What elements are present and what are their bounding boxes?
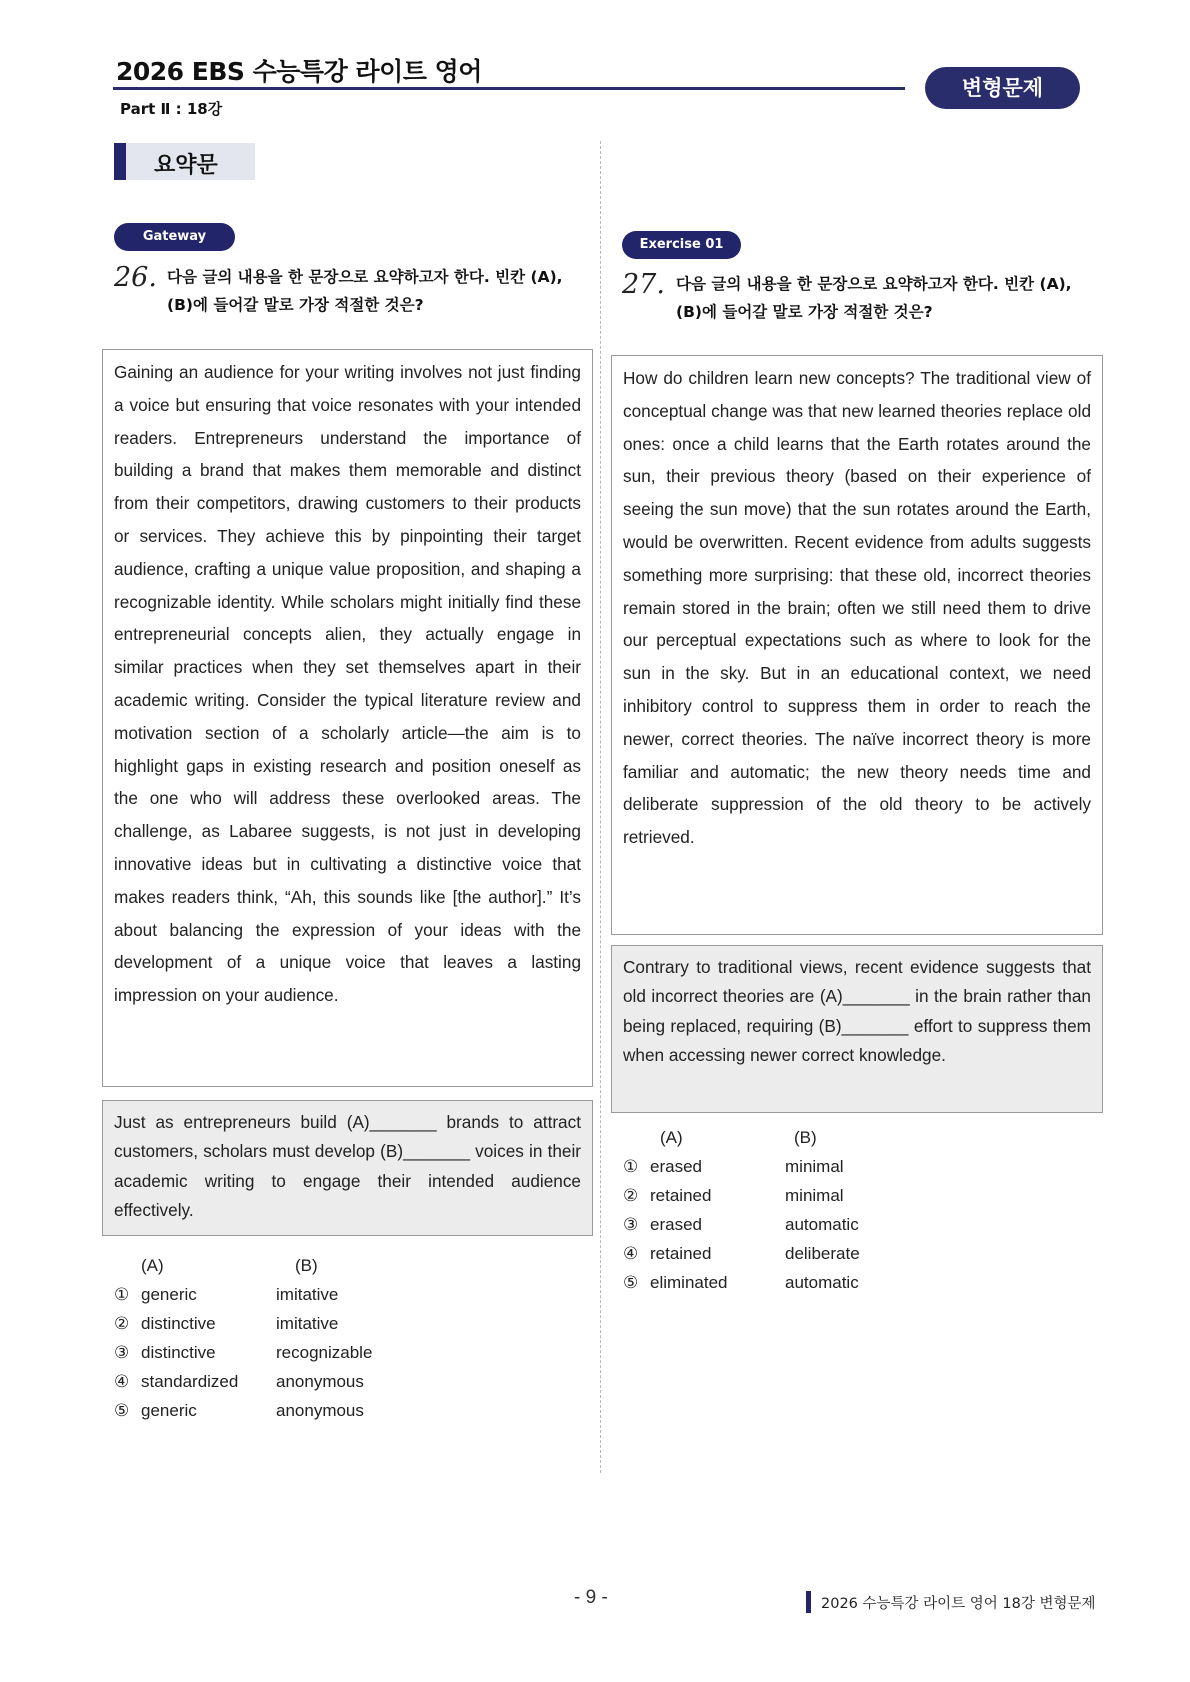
question-number: 27. bbox=[622, 269, 665, 300]
question-prompt-line1: 다음 글의 내용을 한 문장으로 요약하고자 한다. 빈칸 (A), bbox=[676, 275, 1072, 293]
choice-b: automatic bbox=[785, 1215, 859, 1234]
choice-a: standardized bbox=[141, 1372, 239, 1391]
choices-header-b: (B) bbox=[794, 1128, 817, 1147]
choice-a: distinctive bbox=[141, 1314, 216, 1333]
choice-option[interactable] bbox=[114, 1372, 414, 1401]
header-rule bbox=[113, 87, 905, 90]
choice-option[interactable] bbox=[623, 1186, 923, 1215]
choice-b: imitative bbox=[276, 1314, 339, 1333]
choice-a: retained bbox=[650, 1244, 712, 1263]
column-divider bbox=[600, 141, 601, 1473]
choice-b: minimal bbox=[785, 1186, 844, 1205]
choice-a: erased bbox=[650, 1215, 702, 1234]
choice-number: ② bbox=[114, 1314, 130, 1333]
choice-b: recognizable bbox=[276, 1343, 373, 1362]
choice-option[interactable] bbox=[114, 1285, 414, 1314]
gateway-tag: Gateway bbox=[114, 223, 235, 251]
choice-number: ⑤ bbox=[623, 1273, 639, 1292]
choice-number: ④ bbox=[623, 1244, 639, 1263]
footer-accent-bar bbox=[806, 1591, 811, 1613]
answer-choices bbox=[623, 1128, 923, 1302]
choice-a: eliminated bbox=[650, 1273, 728, 1292]
choice-number: ② bbox=[623, 1186, 639, 1205]
footer-title: 2026 수능특강 라이트 영어 18강 변형문제 bbox=[821, 1596, 1096, 1612]
choice-option[interactable] bbox=[623, 1273, 923, 1302]
choice-b: imitative bbox=[276, 1285, 339, 1304]
question-prompt-line2: (B)에 들어갈 말로 가장 적절한 것은? bbox=[167, 296, 424, 314]
choice-option[interactable] bbox=[623, 1157, 923, 1186]
reading-passage: How do children learn new concepts? The traditional view of conceptual change was that new learned theories replace old ones: once a child learns that the Earth rotates around the sun, their previous theory (based on their experience of seeing the sun move) that the sun rotates around the Earth, would be overwritten. Recent evidence from adults suggests something more surprising: that these old, incorrect theories remain stored in the brain; often we still need them to drive our perceptual expectations such as where to look for the sun in the sky. But in an educational context, we need inhibitory control to suppress them in order to reach the newer, correct theories. The naïve incorrect theory is more familiar and automatic; the new theory needs time and deliberate suppression of the old theory to be actively retrieved. bbox=[611, 355, 1103, 935]
page-number: - 9 - bbox=[574, 1587, 608, 1608]
question-prompt-line1: 다음 글의 내용을 한 문장으로 요약하고자 한다. 빈칸 (A), bbox=[167, 268, 563, 286]
choice-number: ③ bbox=[623, 1215, 639, 1234]
choice-b: anonymous bbox=[276, 1401, 364, 1420]
choice-b: minimal bbox=[785, 1157, 844, 1176]
choice-b: automatic bbox=[785, 1273, 859, 1292]
section-accent-bar bbox=[114, 143, 126, 180]
part-label: Part Ⅱ : 18강 bbox=[120, 100, 223, 118]
choice-number: ① bbox=[114, 1285, 130, 1304]
exercise-tag: Exercise 01 bbox=[622, 231, 741, 259]
choice-option[interactable] bbox=[114, 1314, 414, 1343]
choice-option[interactable] bbox=[623, 1244, 923, 1273]
choice-a: generic bbox=[141, 1401, 197, 1420]
choice-a: retained bbox=[650, 1186, 712, 1205]
section-label: 요약문 bbox=[154, 153, 218, 178]
choice-a: erased bbox=[650, 1157, 702, 1176]
question-number: 26. bbox=[114, 262, 157, 293]
choice-a: distinctive bbox=[141, 1343, 216, 1362]
choice-number: ④ bbox=[114, 1372, 130, 1391]
choice-number: ① bbox=[623, 1157, 639, 1176]
variant-badge: 변형문제 bbox=[925, 67, 1080, 109]
choices-header-a: (A) bbox=[141, 1256, 164, 1275]
choice-option[interactable] bbox=[114, 1343, 414, 1372]
reading-passage: Gaining an audience for your writing involves not just finding a voice but ensuring that voice resonates with your intended readers. Entrepreneurs understand the importance of building a brand that makes them memorable and distinct from their competitors, drawing customers to their products or services. They achieve this by pinpointing their target audience, crafting a unique value proposition, and shaping a recognizable identity. While scholars might initially find these entrepreneurial concepts alien, they actually engage in similar practices when they set themselves apart in their academic writing. Consider the typical literature review and motivation section of a scholarly article—the aim is to highlight gaps in existing research and position oneself as the one who will address these overlooked areas. The challenge, as Labaree suggests, is not just in developing innovative ideas but in cultivating a distinctive voice that makes readers think, “Ah, this sounds like [the author].” It’s about balancing the expression of your ideas with the development of a unique voice that leaves a lasting impression on your audience. bbox=[102, 349, 593, 1087]
choices-header bbox=[623, 1128, 923, 1157]
answer-choices bbox=[114, 1256, 414, 1430]
choice-number: ⑤ bbox=[114, 1401, 130, 1420]
section-heading bbox=[114, 143, 255, 180]
choice-b: anonymous bbox=[276, 1372, 364, 1391]
question-prompt-line2: (B)에 들어갈 말로 가장 적절한 것은? bbox=[676, 303, 933, 321]
choices-header-b: (B) bbox=[295, 1256, 318, 1275]
choices-header bbox=[114, 1256, 414, 1285]
choice-option[interactable] bbox=[623, 1215, 923, 1244]
choice-a: generic bbox=[141, 1285, 197, 1304]
choice-option[interactable] bbox=[114, 1401, 414, 1430]
summary-box: Just as entrepreneurs build (A)_______ brands to attract customers, scholars must develop (B)_______ voices in their academic writing to engage their intended audience effectively. bbox=[102, 1100, 593, 1236]
choice-b: deliberate bbox=[785, 1244, 860, 1263]
document-title: 2026 EBS 수능특강 라이트 영어 bbox=[116, 57, 482, 86]
summary-box: Contrary to traditional views, recent evidence suggests that old incorrect theories are (A)_______ in the brain rather than being replaced, requiring (B)_______ effort to suppress them when accessing newer correct knowledge. bbox=[611, 945, 1103, 1113]
choice-number: ③ bbox=[114, 1343, 130, 1362]
choices-header-a: (A) bbox=[660, 1128, 683, 1147]
